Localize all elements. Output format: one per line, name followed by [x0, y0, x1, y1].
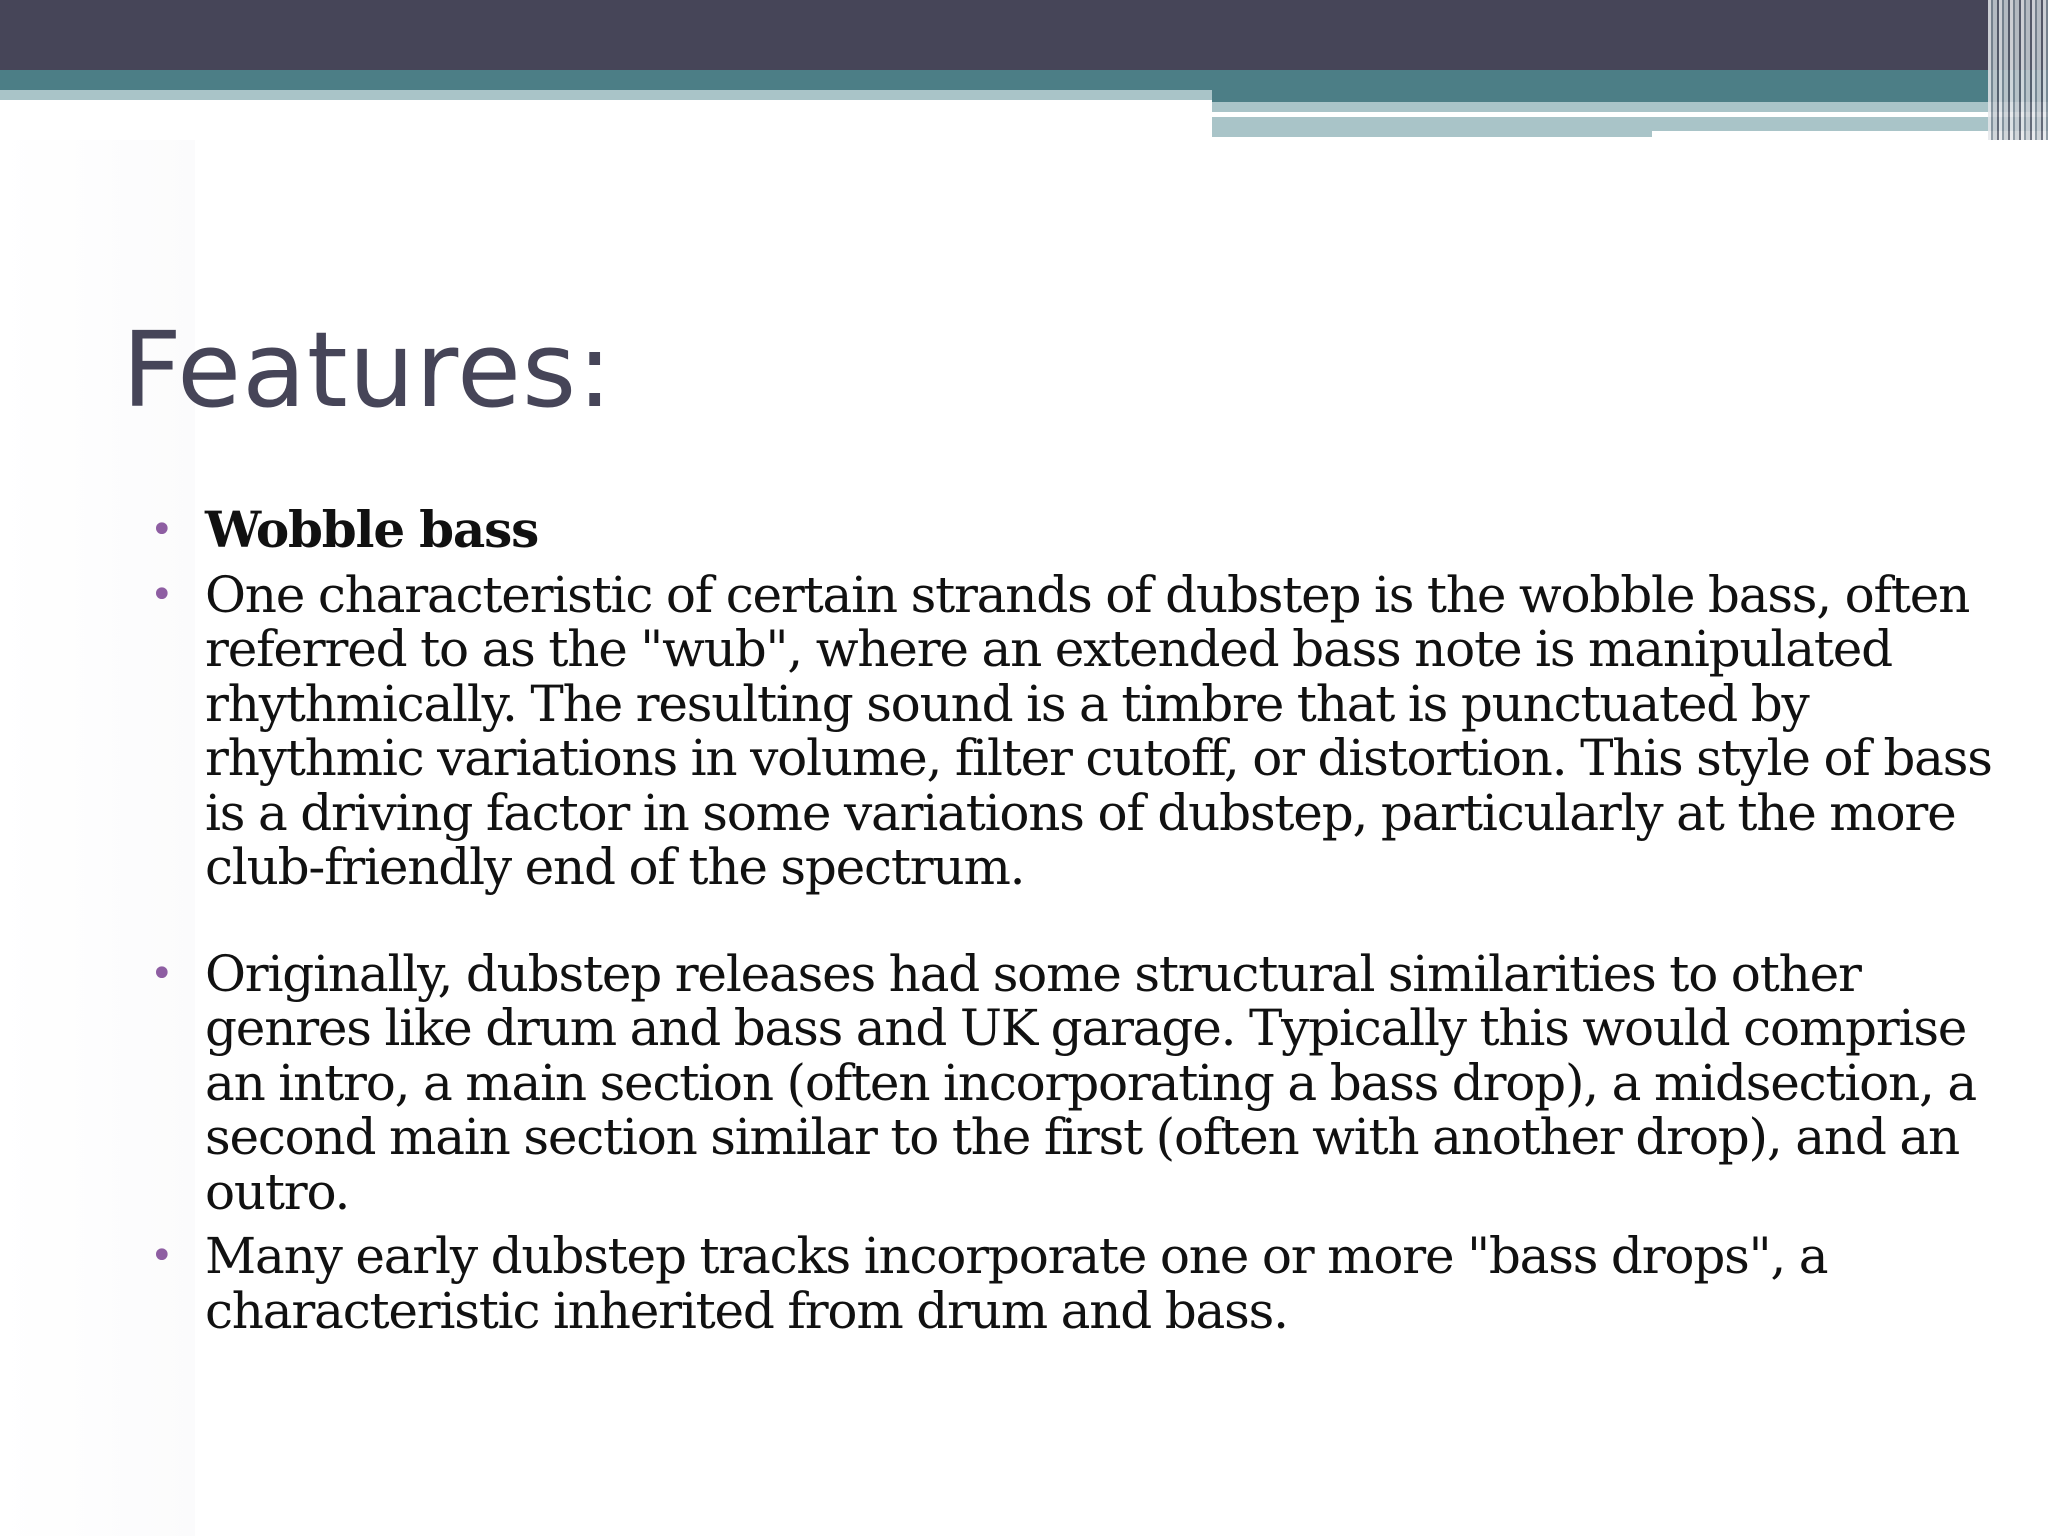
bullet-dot-icon: • — [150, 950, 173, 997]
header-strip — [1212, 102, 2048, 112]
bullet-heading: Wobble bass — [205, 500, 539, 559]
bullet-item — [150, 944, 2005, 1221]
bullet-dot-icon: • — [150, 1233, 173, 1279]
header-corner-stripes — [1988, 0, 2048, 140]
bullet-item — [150, 565, 2005, 896]
bullet-text: One characteristic of certain strands of dubstep is the wobble bass, often referred to as the "wub", where an extended bass note is manipulated rhythmically. The resulting sound is a timbre that is punctuated by rhythmic variations in volume, filter cutoff, or distortion. This style of bass is a driving factor in some variations of dubstep, particularly at the more club-friendly end of the spectrum. — [205, 565, 1992, 896]
header-band-teal-right — [1212, 90, 2048, 102]
bullet-item — [150, 1227, 2005, 1340]
header-band-teal — [0, 70, 2048, 90]
slide-title: Features: — [122, 309, 614, 431]
header-strip — [1212, 117, 1652, 137]
bullet-text: Many early dubstep tracks incorporate one or more "bass drops", a characteristic inherited from drum and bass. — [205, 1227, 1828, 1340]
bullet-dot-icon: • — [150, 571, 173, 618]
header-band-dark — [0, 0, 2048, 70]
header-band-light-left — [0, 90, 1212, 100]
bullet-item — [150, 500, 2005, 559]
bullet-text: Originally, dubstep releases had some structural similarities to other genres like drum and bass and UK garage. Typically this would comprise an intro, a main section (often incorporating a bass drop), a midsection, a second main section similar to the first (often with another drop), and an outro. — [205, 944, 1977, 1221]
bullet-list — [150, 500, 2005, 1348]
bullet-dot-icon: • — [150, 507, 173, 553]
